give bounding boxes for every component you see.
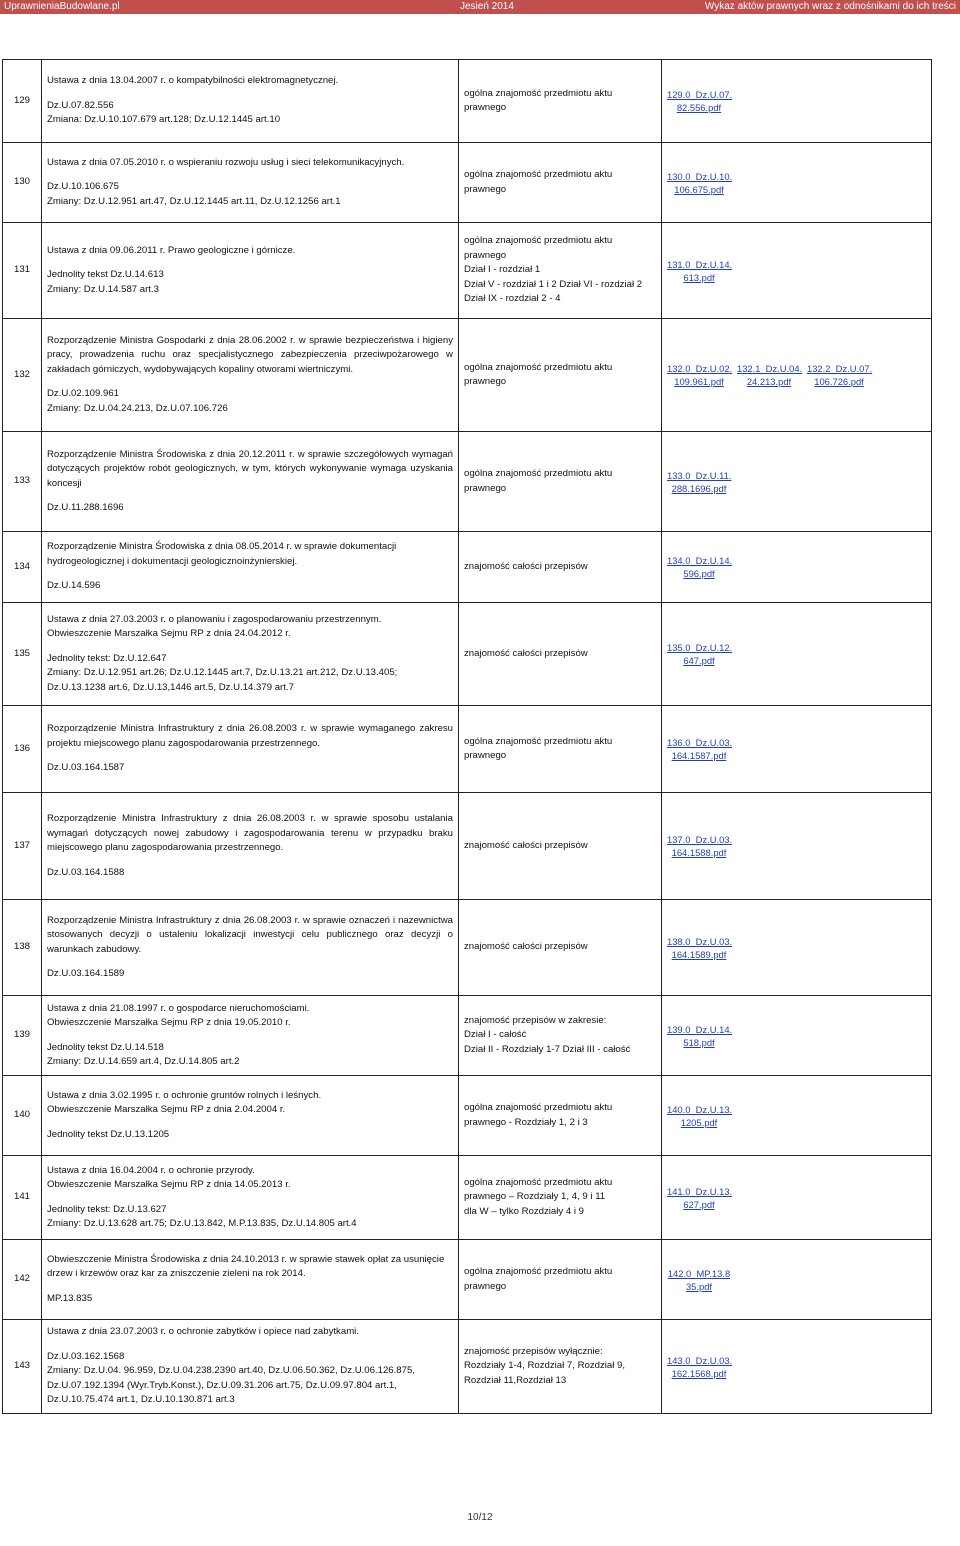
scope-line: prawnego (464, 249, 507, 261)
scope-line: ogólna znajomość przedmiotu aktu (464, 235, 613, 247)
spacer (47, 1118, 453, 1128)
table-row (3, 319, 932, 432)
pdf-link[interactable]: 130.0_Dz.U.10. 106.675.pdf (667, 170, 733, 195)
scope-line: prawnego (464, 376, 507, 387)
document-links (662, 1156, 932, 1240)
act-description (42, 1240, 459, 1320)
document-links (662, 143, 932, 223)
scope-line: Dział I - całość (464, 1029, 527, 1041)
scope-line: prawnego (464, 482, 507, 494)
knowledge-scope (459, 1320, 662, 1414)
act-description (42, 1076, 459, 1156)
description-line: Dz.U.02.109.961 (47, 388, 119, 400)
description-line: Rozporządzenie Ministra Środowiska z dnia 08.05.2014 r. w sprawie dokumentacji hydrogeologicznej i dokumentacji geologicznoinżynierskiej. (47, 541, 397, 567)
knowledge-scope (459, 996, 662, 1076)
description-line: Dz.U.11.288.1696 (47, 502, 124, 513)
description-line: Dz.U.14.596 (47, 580, 101, 592)
row-number: 141 (3, 1156, 42, 1240)
act-description (42, 996, 459, 1076)
knowledge-scope (459, 706, 662, 793)
scope-line: znajomość całości przepisów (464, 647, 588, 659)
description-line: Ustawa z dnia 13.04.2007 r. o kompatybilności elektromagnetycznej. (47, 75, 339, 87)
pdf-link[interactable]: 135.0_Dz.U.12. 647.pdf (667, 642, 733, 666)
document-links (662, 223, 932, 319)
row-number: 136 (3, 706, 42, 793)
document-links (662, 432, 932, 532)
legal-acts-table (2, 59, 932, 1414)
description-line: Obwieszczenie Marszałka Sejmu RP z dnia 14.05.2013 r. (47, 1179, 291, 1190)
document-links (662, 1240, 932, 1320)
document-links (662, 900, 932, 996)
table-row (3, 1156, 932, 1240)
scope-line: ogólna znajomość przedmiotu aktu (464, 1266, 613, 1277)
document-links (662, 603, 932, 706)
scope-line: Dział V - rozdział 1 i 2 Dział VI - rozdział 2 (464, 278, 643, 290)
description-line: Dz.U.07.82.556 (47, 99, 114, 111)
pdf-link[interactable]: 132.0_Dz.U.02. 109.961.pdf (667, 363, 733, 387)
knowledge-scope (459, 603, 662, 706)
knowledge-scope (459, 900, 662, 996)
header-season: Jesień 2014 (460, 1, 514, 12)
act-description (42, 900, 459, 996)
description-line: Jednolity tekst Dz.U.13.1205 (47, 1128, 170, 1140)
description-line: Jednolity tekst Dz.U.14.613 (47, 269, 164, 281)
pdf-link[interactable]: 137.0_Dz.U.03. 164.1588.pdf (667, 834, 733, 858)
pdf-link[interactable]: 138.0_Dz.U.03. 164.1589.pdf (667, 935, 733, 960)
knowledge-scope (459, 223, 662, 319)
scope-line: Rozdziały 1-4, Rozdział 7, Rozdział 9, (464, 1360, 626, 1372)
row-number: 130 (3, 143, 42, 223)
description-line: Ustawa z dnia 21.08.1997 r. o gospodarce nieruchomościami. (47, 1002, 310, 1014)
row-number: 139 (3, 996, 42, 1076)
description-line: Obwieszczenie Ministra Środowiska z dnia 24.10.2013 r. w sprawie stawek opłat za usunięcie drzew i krzewów oraz kar za zniszczenie zieleni na rok 2014. (47, 1253, 445, 1280)
spacer (47, 957, 453, 967)
links-group (667, 1185, 926, 1211)
header-site-name: UprawnieniaBudowlane.pl (4, 1, 120, 12)
spacer (47, 856, 453, 866)
pdf-link[interactable]: 134.0_Dz.U.14. 596.pdf (667, 555, 733, 579)
scope-line: znajomość przepisów w zakresie: (464, 1014, 607, 1026)
row-number: 138 (3, 900, 42, 996)
act-description (42, 793, 459, 900)
links-group (667, 736, 926, 762)
table-row (3, 432, 932, 532)
links-group (667, 362, 926, 388)
knowledge-scope (459, 532, 662, 603)
spacer (47, 1340, 453, 1350)
description-line: Dz.U.03.164.1588 (47, 866, 125, 878)
page-header (0, 0, 960, 14)
description-line: Jednolity tekst Dz.U.14.518 (47, 1041, 164, 1053)
document-links (662, 706, 932, 793)
act-description (42, 223, 459, 319)
description-line: Zmiany: Dz.U.14.587 art.3 (47, 283, 159, 295)
act-description (42, 706, 459, 793)
knowledge-scope (459, 793, 662, 900)
pdf-link[interactable]: 136.0_Dz.U.03. 164.1587.pdf (667, 737, 733, 761)
pdf-link[interactable]: 142.0_MP.13.8 35.pdf (667, 1267, 731, 1292)
scope-line: Dział IX - rozdział 2 - 4 (464, 293, 561, 305)
description-line: Jednolity tekst: Dz.U.13.627 (47, 1203, 167, 1215)
description-line: Zmiany: Dz.U.14.659 art.4, Dz.U.14.805 art.2 (47, 1056, 240, 1067)
table-row (3, 1320, 932, 1414)
table-row (3, 900, 932, 996)
pdf-link[interactable]: 132.1_Dz.U.04. 24.213.pdf (737, 363, 803, 387)
description-line: Dz.U.03.164.1589 (47, 968, 125, 979)
row-number: 137 (3, 793, 42, 900)
description-line: MP.13.835 (47, 1292, 93, 1304)
scope-line: prawnego (464, 1280, 507, 1292)
description-line: Ustawa z dnia 07.05.2010 r. o wspieraniu rozwoju usług i sieci telekomunikacyjnych. (47, 156, 405, 168)
act-description (42, 143, 459, 223)
row-number: 143 (3, 1320, 42, 1414)
pdf-link[interactable]: 143.0_Dz.U.03. 162.1568.pdf (667, 1354, 733, 1379)
description-line: Rozporządzenie Ministra Infrastruktury z dnia 26.08.2003 r. w sprawie wymaganego zakresu projektu miejscowego planu zagospodarowania przestrzennego. (47, 723, 453, 749)
description-line: Ustawa z dnia 23.07.2003 r. o ochronie zabytków i opiece nad zabytkami. (47, 1326, 359, 1338)
scope-line: ogólna znajomość przedmiotu aktu (464, 735, 613, 747)
description-line: Zmiany: Dz.U.04. 96.959, Dz.U.04.238.2390 art.40, Dz.U.06.50.362, Dz.U.06.126.875, Dz.U.07.192.1394 (Wyr.Tryb.Konst.), Dz.U.09.31.206 art.75, Dz.U.09.97.804 art.1, Dz.U.10.75.474 art.1, Dz.U.10.130.871 art.3 (47, 1365, 415, 1406)
row-number: 133 (3, 432, 42, 532)
row-number: 129 (3, 60, 42, 143)
scope-line: Rozdział 11,Rozdział 13 (464, 1374, 567, 1386)
act-description (42, 1156, 459, 1240)
pdf-link[interactable]: 133.0_Dz.U.11. 288.1696.pdf (667, 469, 732, 494)
description-line: Rozporządzenie Ministra Infrastruktury z dnia 26.08.2003 r. w sprawie oznaczeń i nazewnictwa stosowanych decyzji o ustaleniu lokalizacji inwestycji celu publicznego oraz decyzji o warunkach zabudowy. (47, 914, 453, 955)
scope-line: ogólna znajomość przedmiotu aktu (464, 169, 613, 180)
table-row (3, 1076, 932, 1156)
pdf-link[interactable]: 141.0_Dz.U.13. 627.pdf (667, 1185, 733, 1210)
description-line: Zmiany: Dz.U.12.951 art.47, Dz.U.12.1445 art.11, Dz.U.12.1256 art.1 (47, 195, 341, 207)
row-number: 135 (3, 603, 42, 706)
document-links (662, 1320, 932, 1414)
page-number: 10/12 (467, 1512, 493, 1523)
document-links (662, 532, 932, 603)
links-group (667, 170, 926, 196)
description-line: Zmiana: Dz.U.10.107.679 art.128; Dz.U.12.1445 art.10 (47, 114, 281, 126)
scope-line: ogólna znajomość przedmiotu aktu (464, 87, 613, 99)
act-description (42, 319, 459, 432)
description-line: Zmiany: Dz.U.04.24.213, Dz.U.07.106.726 (47, 402, 228, 414)
spacer (47, 751, 453, 761)
spacer (47, 642, 453, 652)
description-line: Obwieszczenie Marszałka Sejmu RP z dnia 19.05.2010 r. (47, 1017, 291, 1028)
document-links (662, 793, 932, 900)
row-number: 142 (3, 1240, 42, 1320)
scope-line: dla W – tylko Rozdziały 4 i 9 (464, 1205, 584, 1217)
scope-line: znajomość całości przepisów (464, 941, 588, 953)
spacer (47, 1031, 453, 1041)
links-group (667, 554, 926, 580)
links-group (667, 1103, 926, 1129)
links-group (667, 1267, 926, 1293)
description-line: Zmiany: Dz.U.12.951 art.26; Dz.U.12.1445 art.7, Dz.U.13.21 art.212, Dz.U.13.405; Dz.U.13.1238 art.6, Dz.U.13,1446 art.5, Dz.U.14.379 art.7 (47, 667, 398, 693)
header-document-title: Wykaz aktów prawnych wraz z odnośnikami do ich treści (704, 1, 956, 12)
document-links (662, 996, 932, 1076)
document-links (662, 1076, 932, 1156)
scope-line: znajomość całości przepisów (464, 560, 588, 572)
spacer (47, 377, 453, 387)
scope-line: prawnego - Rozdziały 1, 2 i 3 (464, 1116, 588, 1128)
description-line: Obwieszczenie Marszałka Sejmu RP z dnia 2.04.2004 r. (47, 1104, 286, 1116)
description-line: Dz.U.10.106.675 (47, 181, 119, 193)
knowledge-scope (459, 1076, 662, 1156)
pdf-link[interactable]: 131.0_Dz.U.14. 613.pdf (667, 258, 733, 283)
spacer (47, 1193, 453, 1203)
act-description (42, 532, 459, 603)
knowledge-scope (459, 1156, 662, 1240)
scope-line: ogólna znajomość przedmiotu aktu (464, 1102, 613, 1113)
description-line: Obwieszczenie Marszałka Sejmu RP z dnia 24.04.2012 r. (47, 628, 291, 640)
scope-line: prawnego (464, 750, 507, 761)
row-number: 132 (3, 319, 42, 432)
knowledge-scope (459, 143, 662, 223)
description-line: Ustawa z dnia 3.02.1995 r. o ochronie gruntów rolnych i leśnych. (47, 1089, 322, 1101)
spacer (47, 491, 453, 501)
description-line: Zmiany: Dz.U.13.628 art.75; Dz.U.13.842, M.P.13.835, Dz.U.14.805 art.4 (47, 1218, 357, 1229)
spacer (47, 170, 453, 180)
links-group (667, 258, 926, 284)
scope-line: znajomość całości przepisów (464, 839, 588, 851)
pdf-link[interactable]: 132.2_Dz.U.07. 106.726.pdf (807, 363, 873, 387)
description-line: Dz.U.03.162.1568 (47, 1350, 125, 1362)
scope-line: ogólna znajomość przedmiotu aktu (464, 468, 613, 479)
act-description (42, 432, 459, 532)
spacer (47, 569, 453, 579)
description-line: Ustawa z dnia 16.04.2004 r. o ochronie przyrody. (47, 1164, 255, 1176)
scope-line: prawnego – Rozdziały 1, 4, 9 i 11 (464, 1191, 606, 1203)
spacer (47, 89, 453, 99)
description-line: Dz.U.03.164.1587 (47, 762, 125, 774)
table-row (3, 793, 932, 900)
act-description (42, 603, 459, 706)
spacer (47, 258, 453, 268)
knowledge-scope (459, 432, 662, 532)
links-group (667, 935, 926, 961)
scope-line: Dział II - Rozdziały 1-7 Dział III - całość (464, 1043, 631, 1055)
table-row (3, 603, 932, 706)
row-number: 134 (3, 532, 42, 603)
description-line: Rozporządzenie Ministra Środowiska z dnia 20.12.2011 r. w sprawie szczegółowych wymagań dotyczących projektów robót geologicznych, w tym, których wykonywanie wymaga uzyskania koncesji (47, 448, 453, 489)
description-line: Rozporządzenie Ministra Gospodarki z dnia 28.06.2002 r. w sprawie bezpieczeństwa i higieny pracy, prowadzenia ruchu oraz specjalistycznego zabezpieczenia przeciwpożarowego w zakładach górniczych, wydobywających kopaliny otworami wiertniczymi. (47, 334, 453, 375)
knowledge-scope (459, 319, 662, 432)
knowledge-scope (459, 1240, 662, 1320)
links-group (667, 1023, 926, 1049)
description-line: Jednolity tekst: Dz.U.12.647 (47, 652, 167, 664)
row-number: 140 (3, 1076, 42, 1156)
table-row (3, 60, 932, 143)
table-row (3, 532, 932, 603)
table-row (3, 996, 932, 1076)
links-group (667, 833, 926, 859)
pdf-link[interactable]: 139.0_Dz.U.14. 518.pdf (667, 1023, 733, 1048)
scope-line: Dział I - rozdział 1 (464, 264, 541, 276)
row-number: 131 (3, 223, 42, 319)
table-row (3, 223, 932, 319)
table-row (3, 1240, 932, 1320)
document-links (662, 319, 932, 432)
knowledge-scope (459, 60, 662, 143)
scope-line: znajomość przepisów wyłącznie: (464, 1345, 603, 1357)
pdf-link[interactable]: 140.0_Dz.U.13. 1205.pdf (667, 1103, 733, 1128)
table-row (3, 143, 932, 223)
description-line: Ustawa z dnia 09.06.2011 r. Prawo geologiczne i górnicze. (47, 244, 296, 256)
links-group (667, 88, 926, 114)
links-group (667, 641, 926, 667)
scope-line: prawnego (464, 102, 507, 113)
description-line: Ustawa z dnia 27.03.2003 r. o planowaniu i zagospodarowaniu przestrzennym. (47, 613, 382, 625)
scope-line: prawnego (464, 183, 507, 195)
spacer (47, 1282, 453, 1292)
scope-line: ogólna znajomość przedmiotu aktu (464, 1176, 613, 1188)
description-line: Rozporządzenie Ministra Infrastruktury z dnia 26.08.2003 r. w sprawie sposobu ustalania wymagań dotyczących nowej zabudowy i zagospodarowania terenu w przypadku braku miejscowego planu zagospodarowania przestrzennego. (47, 813, 453, 853)
table-row (3, 706, 932, 793)
act-description (42, 1320, 459, 1414)
pdf-link[interactable]: 129.0_Dz.U.07. 82.556.pdf (667, 89, 733, 113)
document-links (662, 60, 932, 143)
scope-line: ogólna znajomość przedmiotu aktu (464, 361, 613, 373)
links-group (667, 469, 926, 495)
links-group (667, 1354, 926, 1380)
act-description (42, 60, 459, 143)
